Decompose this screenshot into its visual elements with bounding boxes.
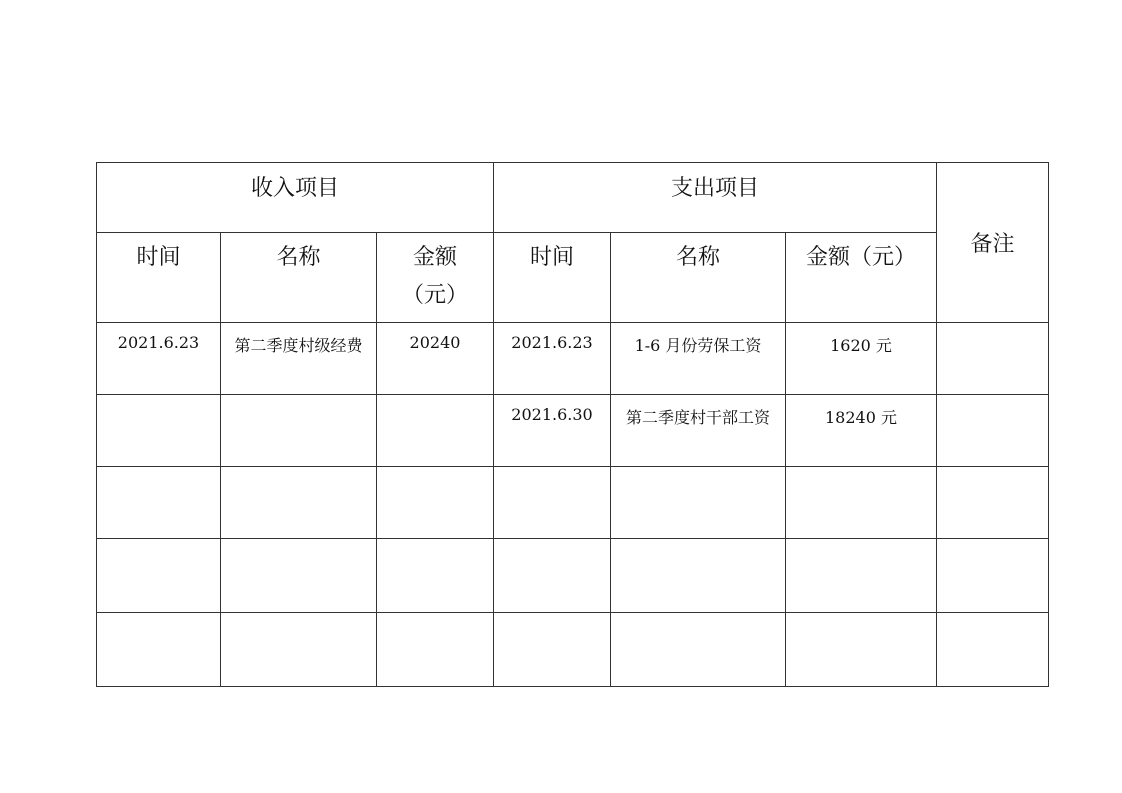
income-name-cell — [221, 467, 377, 539]
expense-amount-cell — [786, 539, 937, 613]
remarks-cell — [937, 323, 1049, 395]
income-amount-cell — [377, 395, 494, 467]
remarks-cell — [937, 613, 1049, 687]
expense-time-cell: 2021.6.30 — [494, 395, 611, 467]
expense-amount-cell: 1620 元 — [786, 323, 937, 395]
table-row — [97, 395, 1049, 467]
income-time-cell: 2021.6.23 — [97, 323, 221, 395]
remarks-cell — [937, 467, 1049, 539]
income-time-cell — [97, 539, 221, 613]
expense-name-header: 名称 — [611, 233, 786, 323]
income-name-cell — [221, 395, 377, 467]
income-name-cell — [221, 613, 377, 687]
remarks-header: 备注 — [937, 163, 1049, 323]
income-time-header: 时间 — [97, 233, 221, 323]
income-name-cell — [221, 539, 377, 613]
remarks-cell — [937, 539, 1049, 613]
expense-amount-header: 金额（元） — [786, 233, 937, 323]
expense-name-cell: 第二季度村干部工资 — [611, 395, 786, 467]
income-section-header: 收入项目 — [97, 163, 494, 233]
table-body — [97, 323, 1049, 687]
expense-time-cell: 2021.6.23 — [494, 323, 611, 395]
income-time-cell — [97, 467, 221, 539]
income-amount-cell — [377, 539, 494, 613]
expense-section-header: 支出项目 — [494, 163, 937, 233]
income-name-header: 名称 — [221, 233, 377, 323]
table-row — [97, 323, 1049, 395]
expense-amount-cell — [786, 467, 937, 539]
expense-name-cell: 1-6 月份劳保工资 — [611, 323, 786, 395]
section-header-row — [97, 163, 1049, 233]
expense-name-cell — [611, 539, 786, 613]
column-header-row — [97, 233, 1049, 323]
income-amount-cell — [377, 467, 494, 539]
income-expense-table — [96, 162, 1049, 687]
table-row — [97, 467, 1049, 539]
table-row — [97, 539, 1049, 613]
table-row — [97, 613, 1049, 687]
income-amount-header: 金额（元） — [377, 233, 494, 323]
expense-time-cell — [494, 613, 611, 687]
expense-name-cell — [611, 613, 786, 687]
income-name-cell: 第二季度村级经费 — [221, 323, 377, 395]
expense-time-header: 时间 — [494, 233, 611, 323]
income-time-cell — [97, 395, 221, 467]
income-amount-cell: 20240 — [377, 323, 494, 395]
expense-name-cell — [611, 467, 786, 539]
income-time-cell — [97, 613, 221, 687]
expense-amount-cell — [786, 613, 937, 687]
remarks-cell — [937, 395, 1049, 467]
expense-amount-cell: 18240 元 — [786, 395, 937, 467]
expense-time-cell — [494, 467, 611, 539]
expense-time-cell — [494, 539, 611, 613]
income-amount-cell — [377, 613, 494, 687]
